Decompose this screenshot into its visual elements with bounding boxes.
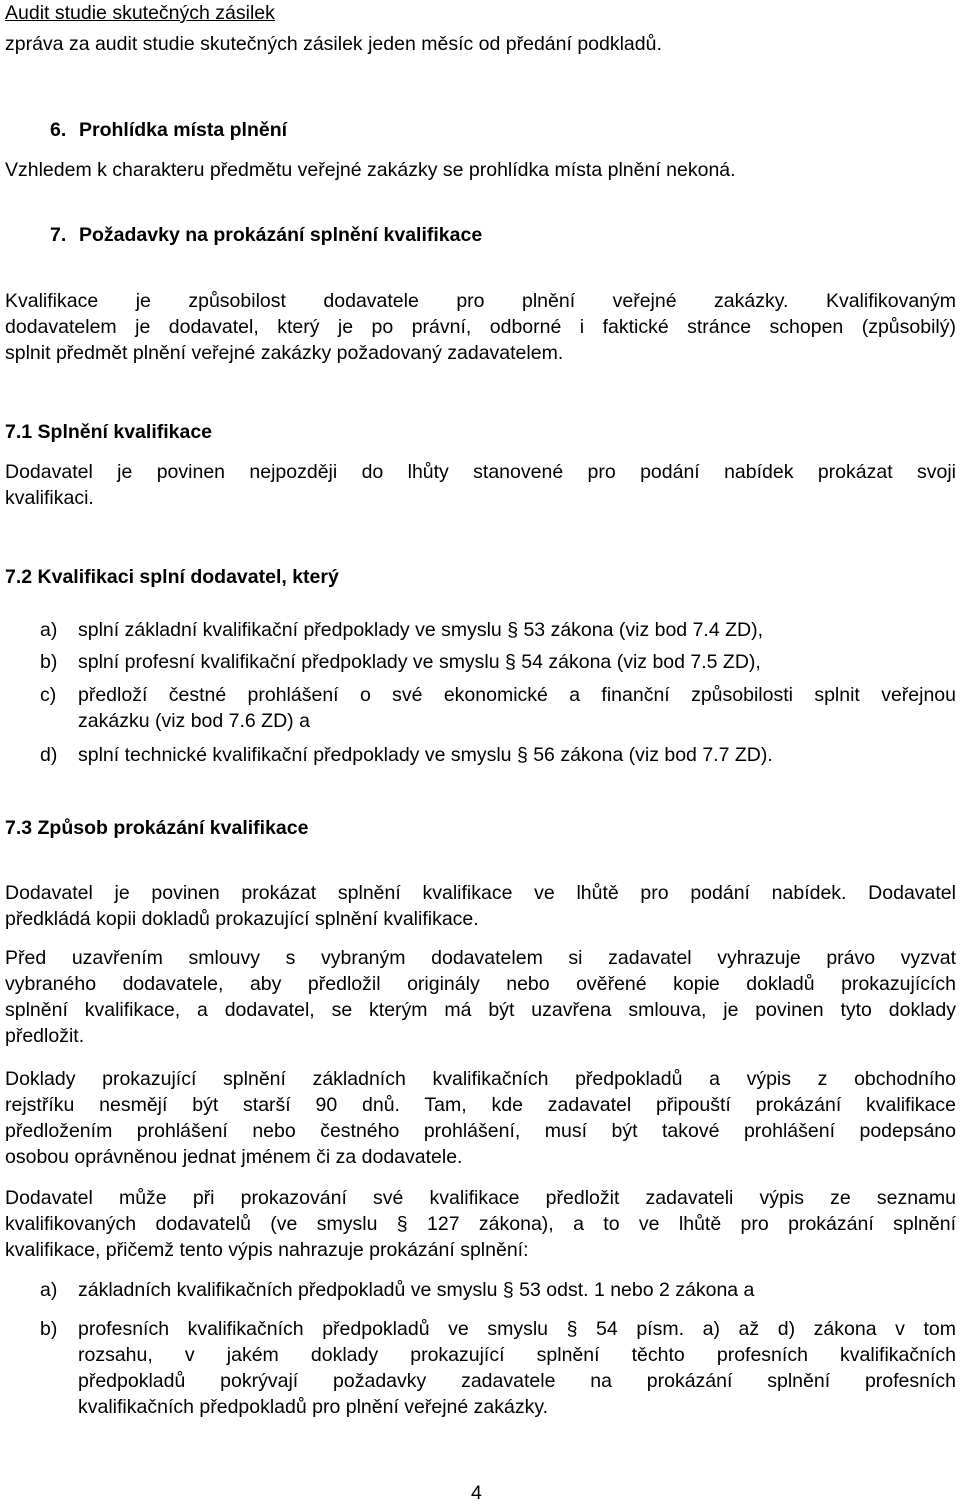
list-item-letter: b)	[40, 651, 58, 673]
section-7-2-heading: 7.2 Kvalifikaci splní dodavatel, který	[5, 566, 339, 588]
list-item-text: základních kvalifikačních předpokladů ve smyslu § 53 odst. 1 nebo 2 zákona a	[78, 1279, 755, 1301]
section-6-heading: Prohlídka místa plnění	[79, 119, 288, 141]
list-item-text: rozsahu, v jakém doklady prokazující splnění těchto profesních kvalifikačních	[78, 1344, 956, 1366]
page-number: 4	[471, 1482, 482, 1504]
paragraph-line: kvalifikovaných dodavatelů (ve smyslu § 127 zákona), a to ve lhůtě pro prokázání splnění	[5, 1213, 956, 1235]
list-item-letter: d)	[40, 744, 58, 766]
list-item-text: zakázku (viz bod 7.6 ZD) a	[78, 710, 310, 732]
paragraph-line: předložit.	[5, 1025, 85, 1047]
paragraph-line: předložením prohlášení nebo čestného prohlášení, musí být takové prohlášení podepsáno	[5, 1120, 956, 1142]
intro-line: zpráva za audit studie skutečných zásilek jeden měsíc od předání podkladů.	[5, 33, 662, 55]
section-7-1-heading: 7.1 Splnění kvalifikace	[5, 421, 213, 443]
list-item-text: splní technické kvalifikační předpoklady ve smyslu § 56 zákona (viz bod 7.7 ZD).	[78, 744, 773, 766]
section-7-number: 7.	[50, 224, 67, 246]
section-7-1-line: kvalifikaci.	[5, 487, 94, 509]
list-item-text: předloží čestné prohlášení o své ekonomické a finanční způsobilosti splnit veřejnou	[78, 684, 956, 706]
section-6-text: Vzhledem k charakteru předmětu veřejné zakázky se prohlídka místa plnění nekoná.	[5, 159, 736, 181]
list-item-letter: b)	[40, 1318, 58, 1340]
paragraph-line: vybraného dodavatele, aby předložil originály nebo ověřené kopie dokladů prokazujících	[5, 973, 956, 995]
list-item-letter: a)	[40, 1279, 58, 1301]
list-item-text: splní základní kvalifikační předpoklady ve smyslu § 53 zákona (viz bod 7.4 ZD),	[78, 619, 763, 641]
section-7-para-line: dodavatelem je dodavatel, který je po právní, odborné i faktické stránce schopen (způsobilý)	[5, 316, 956, 338]
paragraph-line: osobou oprávněnou jednat jménem či za dodavatele.	[5, 1146, 463, 1168]
list-item-text: profesních kvalifikačních předpokladů ve smyslu § 54 písm. a) až d) zákona v tom	[78, 1318, 956, 1340]
list-item-text: splní profesní kvalifikační předpoklady ve smyslu § 54 zákona (viz bod 7.5 ZD),	[78, 651, 761, 673]
paragraph-line: Dodavatel může při prokazování své kvalifikace předložit zadavateli výpis ze seznamu	[5, 1187, 956, 1209]
list-item-letter: a)	[40, 619, 58, 641]
paragraph-line: rejstříku nesmějí být starší 90 dnů. Tam, kde zadavatel připouští prokázání kvalifikace	[5, 1094, 956, 1116]
paragraph-line: splnění kvalifikace, a dodavatel, se kterým má být uzavřena smlouva, je povinen tyto doklady	[5, 999, 956, 1021]
section-7-3-heading: 7.3 Způsob prokázání kvalifikace	[5, 817, 309, 839]
section-7-heading: Požadavky na prokázání splnění kvalifikace	[79, 224, 483, 246]
paragraph-line: Doklady prokazující splnění základních kvalifikačních předpokladů a výpis z obchodního	[5, 1068, 956, 1090]
section-7-para-line: Kvalifikace je způsobilost dodavatele pro plnění veřejné zakázky. Kvalifikovaným	[5, 290, 956, 312]
paragraph-line: kvalifikace, přičemž tento výpis nahrazuje prokázání splnění:	[5, 1239, 529, 1261]
list-item-text: kvalifikačních předpokladů pro plnění veřejné zakázky.	[78, 1396, 549, 1418]
section-7-1-line: Dodavatel je povinen nejpozději do lhůty stanovené pro podání nabídek prokázat svoji	[5, 461, 956, 483]
list-item-letter: c)	[40, 684, 57, 706]
document-title: Audit studie skutečných zásilek	[5, 2, 275, 24]
section-6-number: 6.	[50, 119, 67, 141]
section-7-para-line: splnit předmět plnění veřejné zakázky požadovaný zadavatelem.	[5, 342, 564, 364]
list-item-text: předpokladů pokrývají požadavky zadavatele na prokázání splnění profesních	[78, 1370, 956, 1392]
paragraph-line: Před uzavřením smlouvy s vybraným dodavatelem si zadavatel vyhrazuje právo vyzvat	[5, 947, 956, 969]
paragraph-line: Dodavatel je povinen prokázat splnění kvalifikace ve lhůtě pro podání nabídek. Dodavatel	[5, 882, 956, 904]
paragraph-line: předkládá kopii dokladů prokazující splnění kvalifikace.	[5, 908, 479, 930]
